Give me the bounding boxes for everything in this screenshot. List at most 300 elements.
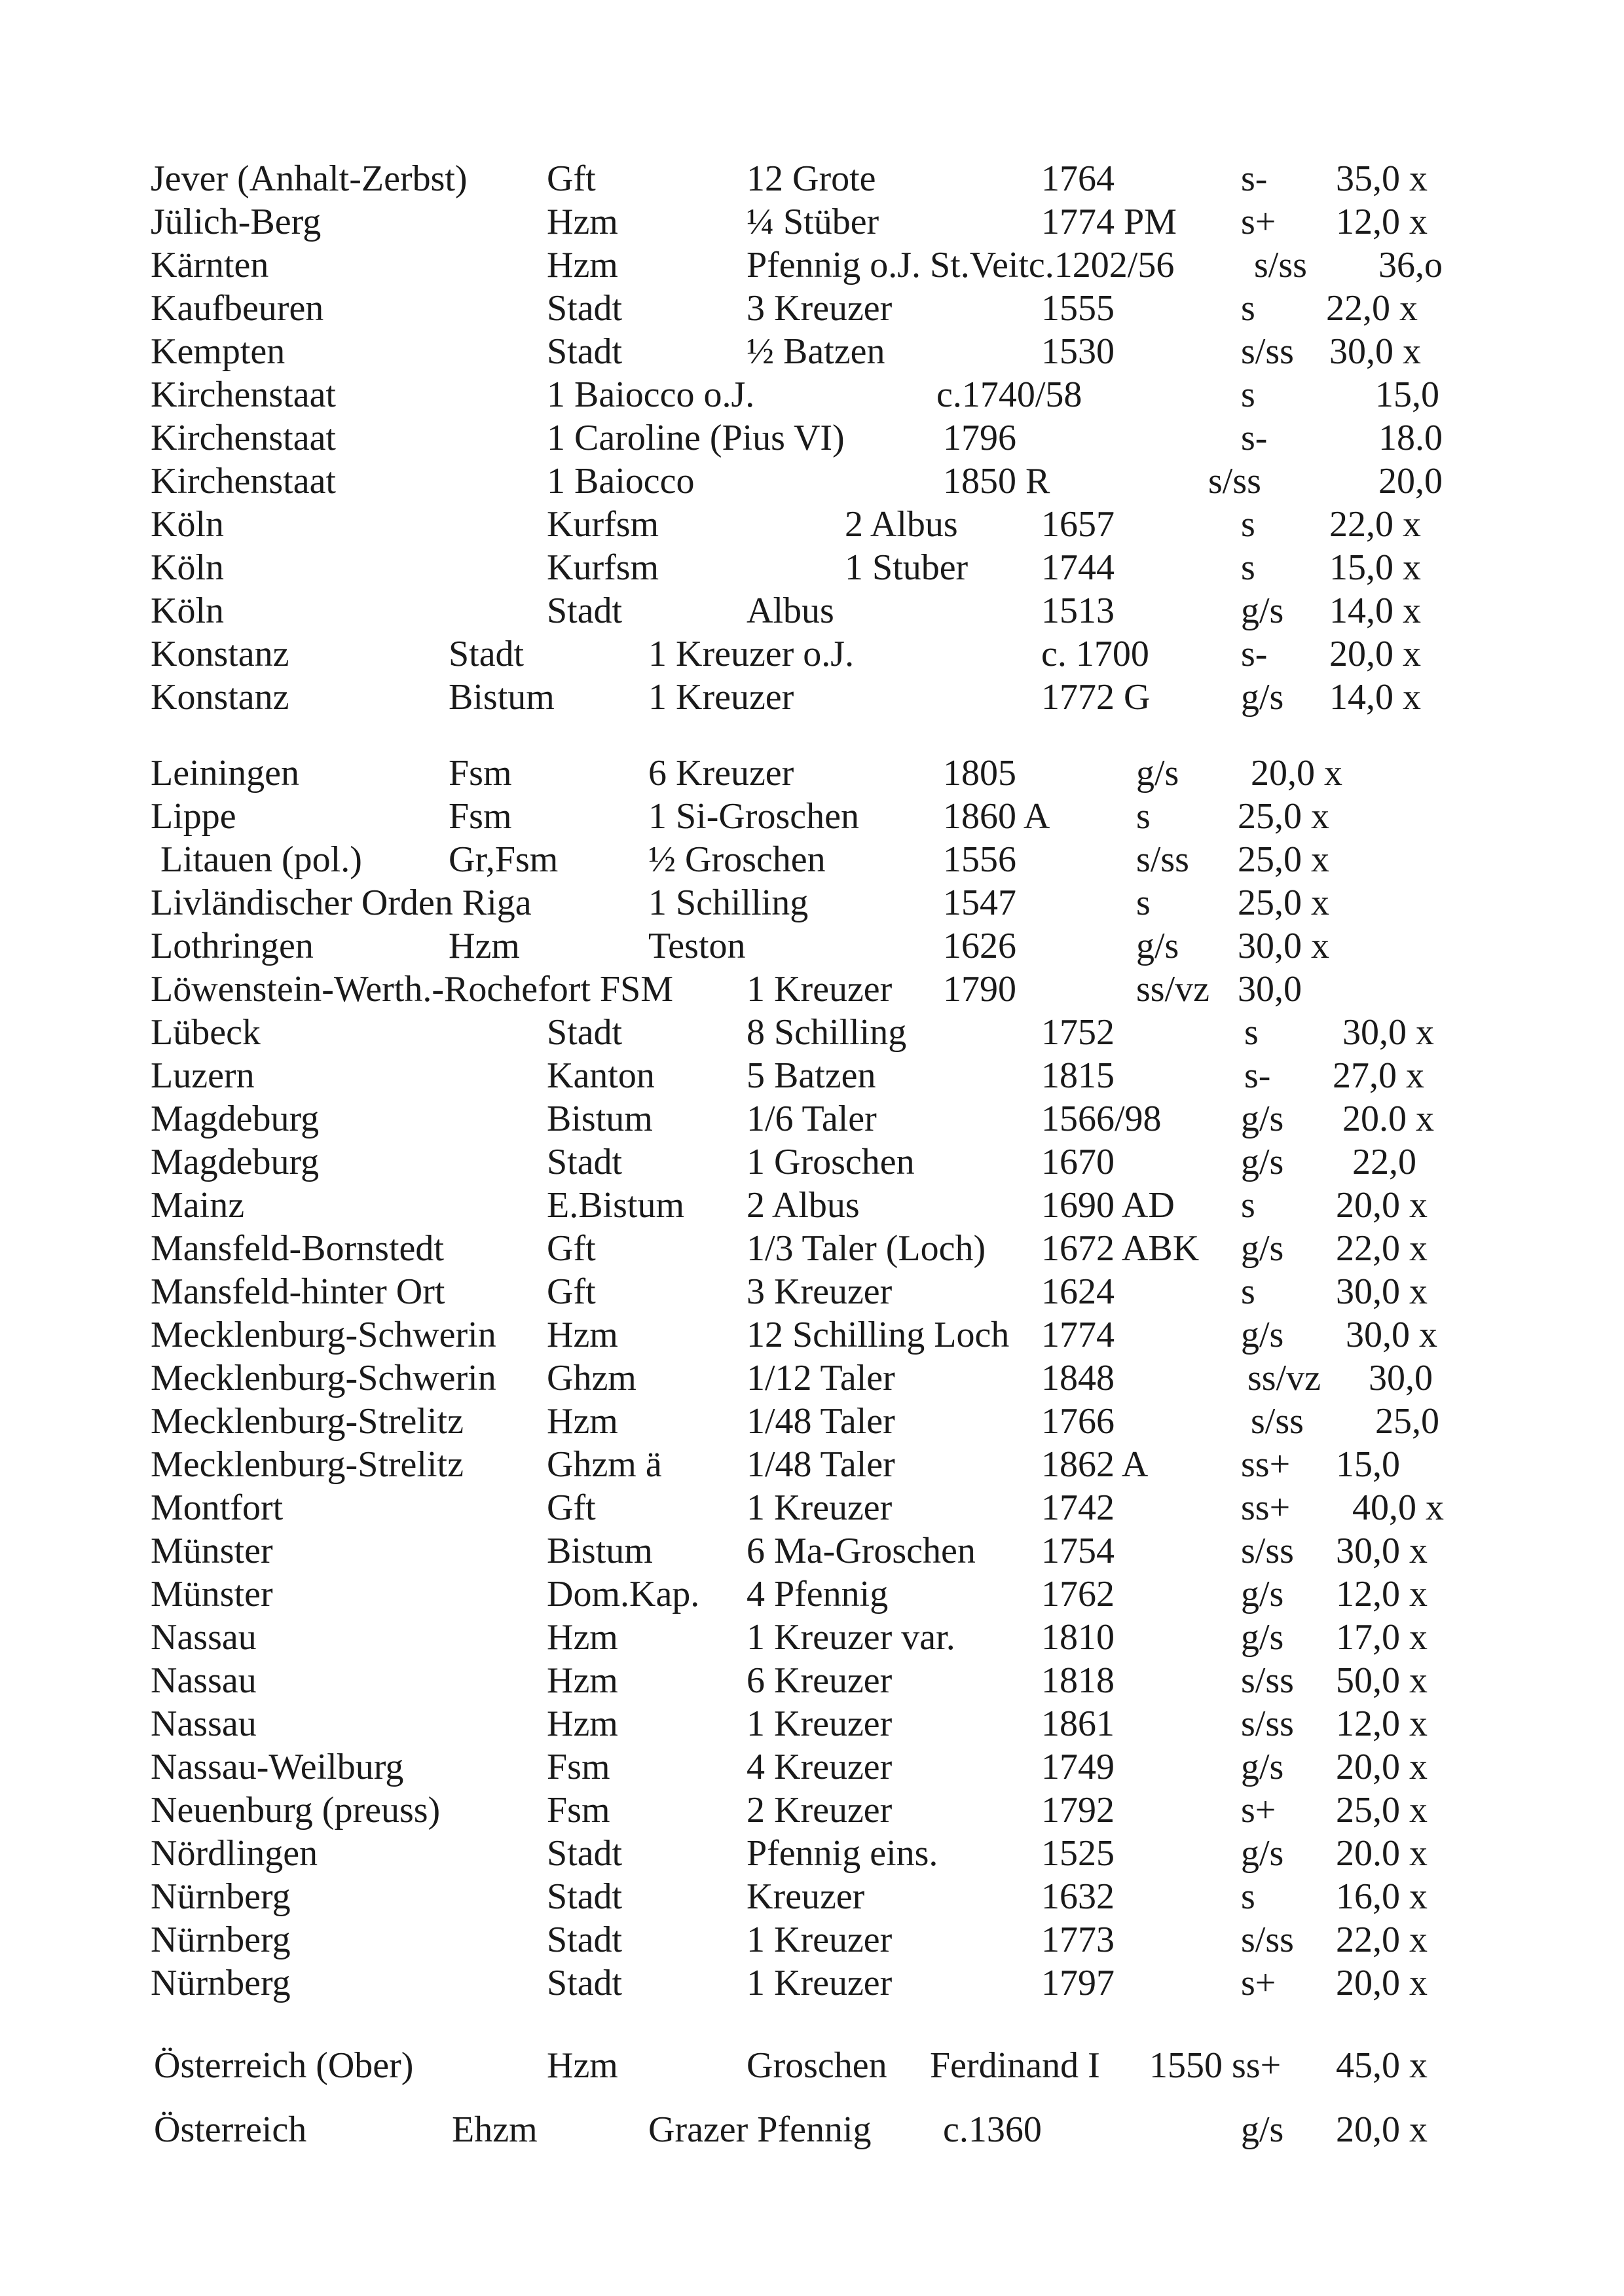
denomination-cell: ½ Groschen	[648, 839, 826, 880]
type-cell: Stadt	[449, 634, 525, 674]
year-cell: 1796	[943, 418, 1016, 458]
region-cell: Löwenstein-Werth.-Rochefort FSM	[151, 969, 673, 1010]
region-cell: Nassau	[151, 1704, 257, 1744]
region-cell: Kaufbeuren	[151, 288, 324, 329]
denomination-cell: 1/48 Taler	[747, 1401, 895, 1442]
table-row	[0, 1400, 1624, 1443]
price-cell: 40,0 x	[1352, 1487, 1444, 1528]
price-cell: 14,0 x	[1329, 677, 1421, 718]
price-cell: 30,0 x	[1329, 331, 1421, 372]
region-cell: Köln	[151, 504, 224, 545]
table-row	[0, 287, 1624, 330]
region-cell: Konstanz	[151, 634, 289, 674]
table-row	[0, 200, 1624, 244]
region-cell: Nassau	[151, 1617, 257, 1658]
region-cell: Köln	[151, 547, 224, 588]
denomination-cell: 1 Groschen	[747, 1142, 915, 1182]
type-cell: Stadt	[547, 1963, 623, 2003]
region-cell: Magdeburg	[151, 1099, 320, 1139]
grade-cell: ss/vz	[1247, 1358, 1321, 1398]
type-cell: Stadt	[547, 1876, 623, 1917]
type-cell: Gft	[547, 1271, 596, 1312]
year-cell: 1525	[1041, 1833, 1115, 1874]
price-cell: 20.0 x	[1342, 1099, 1434, 1139]
table-row	[0, 752, 1624, 795]
grade-cell: s-	[1241, 418, 1268, 458]
year-cell: 1566/98	[1041, 1099, 1162, 1139]
price-cell: 22,0 x	[1326, 288, 1418, 329]
type-cell: Fsm	[449, 796, 512, 837]
grade-cell: ss+	[1241, 1444, 1291, 1485]
region-cell: Jülich-Berg	[151, 202, 322, 242]
table-row	[0, 795, 1624, 838]
type-cell: Ghzm	[547, 1358, 637, 1398]
region-cell: Mecklenburg-Schwerin	[151, 1358, 496, 1398]
denomination-cell: 1 Kreuzer	[747, 1704, 893, 1744]
year-cell: 1766	[1041, 1401, 1115, 1442]
year-cell: 1530	[1041, 331, 1115, 372]
table-row	[0, 416, 1624, 460]
denomination-cell: 8 Schilling	[747, 1012, 907, 1053]
table-row	[0, 1486, 1624, 1529]
denomination-cell: 1 Kreuzer	[747, 1963, 893, 2003]
price-cell: 25,0	[1375, 1401, 1439, 1442]
type-cell: Stadt	[547, 1142, 623, 1182]
denomination-cell: 1 Kreuzer	[747, 1487, 893, 1528]
table-row	[0, 1313, 1624, 1357]
grade-cell: g/s	[1241, 1833, 1284, 1874]
year-cell: 1547	[943, 883, 1016, 923]
region-cell: Nürnberg	[151, 1920, 291, 1960]
region-cell: Livländischer Orden Riga	[151, 883, 532, 923]
type-cell: 1 Baiocco	[547, 461, 695, 501]
denomination-cell: 1/48 Taler	[747, 1444, 895, 1485]
table-row	[0, 881, 1624, 924]
denomination-cell: 4 Pfennig	[747, 1574, 889, 1614]
denomination-cell: Grazer Pfennig	[648, 2109, 872, 2150]
price-cell: 25,0 x	[1336, 1790, 1428, 1831]
price-cell: 16,0 x	[1336, 1876, 1428, 1917]
type-cell: Ehzm	[452, 2109, 538, 2150]
type-cell: Bistum	[449, 677, 555, 718]
year-cell: 1810	[1041, 1617, 1115, 1658]
type-cell: Stadt	[547, 1833, 623, 1874]
price-cell: 22,0 x	[1329, 504, 1421, 545]
table-row	[0, 460, 1624, 503]
region-cell: Österreich (Ober)	[154, 2045, 414, 2086]
denomination-cell: 1 Si-Groschen	[648, 796, 859, 837]
table-row	[0, 1573, 1624, 1616]
denomination-cell: 6 Kreuzer	[747, 1660, 893, 1701]
type-cell: Stadt	[547, 591, 623, 631]
year-cell: 1790	[943, 969, 1016, 1010]
region-cell: Lothringen	[151, 926, 314, 966]
price-cell: 22,0 x	[1336, 1228, 1428, 1269]
price-cell: 30,0 x	[1336, 1531, 1428, 1571]
table-row	[0, 1227, 1624, 1270]
year-cell: c. 1700	[1041, 634, 1149, 674]
grade-cell: g/s	[1241, 2109, 1284, 2150]
denomination-cell: 1 Stuber	[845, 547, 969, 588]
year-cell: 1556	[943, 839, 1016, 880]
type-cell: Hzm	[547, 1660, 618, 1701]
denomination-cell: 2 Kreuzer	[747, 1790, 893, 1831]
price-cell: 20,0 x	[1336, 2109, 1428, 2150]
grade-cell: s	[1241, 288, 1255, 329]
region-cell: Münster	[151, 1531, 273, 1571]
table-row	[0, 1443, 1624, 1486]
region-cell: Mecklenburg-Strelitz	[151, 1444, 464, 1485]
price-cell: 50,0 x	[1336, 1660, 1428, 1701]
price-cell: 22,0 x	[1336, 1920, 1428, 1960]
price-cell: 36,o	[1378, 245, 1443, 285]
price-cell: 30,0	[1369, 1358, 1433, 1398]
denomination-cell: 1 Kreuzer	[747, 1920, 893, 1960]
region-cell: Mansfeld-hinter Ort	[151, 1271, 445, 1312]
denomination-cell: Groschen	[747, 2045, 887, 2086]
year-cell: 1860 A	[943, 796, 1050, 837]
table-row	[0, 244, 1624, 287]
denomination-cell: 4 Kreuzer	[747, 1747, 893, 1787]
type-cell: Kanton	[547, 1055, 655, 1096]
table-row	[0, 1789, 1624, 1832]
grade-cell: s/ss	[1241, 331, 1294, 372]
year-cell: 1690 AD	[1041, 1185, 1175, 1226]
table-row	[0, 676, 1624, 719]
grade-cell: g/s	[1241, 591, 1284, 631]
price-cell: 30,0 x	[1346, 1315, 1437, 1355]
table-row	[0, 1832, 1624, 1875]
table-row	[0, 1616, 1624, 1659]
type-cell: Gft	[547, 1228, 596, 1269]
year-cell: 1624	[1041, 1271, 1115, 1312]
region-cell: Lippe	[151, 796, 236, 837]
year-grade-cell: 1550 ss+	[1149, 2045, 1282, 2086]
type-cell: Bistum	[547, 1531, 653, 1571]
price-cell: 35,0 x	[1336, 158, 1428, 199]
year-cell: 1815	[1041, 1055, 1115, 1096]
region-cell: Litauen (pol.)	[160, 839, 362, 880]
denomination-cell: 1 Kreuzer	[648, 677, 794, 718]
denomination-cell: 5 Batzen	[747, 1055, 876, 1096]
type-cell: 1 Caroline (Pius VI)	[547, 418, 845, 458]
grade-cell: g/s	[1136, 753, 1179, 793]
grade-cell: s	[1241, 1185, 1255, 1226]
type-cell: Kurfsm	[547, 504, 659, 545]
price-cell: 30,0 x	[1336, 1271, 1428, 1312]
price-cell: 20.0 x	[1336, 1833, 1428, 1874]
grade-cell: s/ss	[1241, 1920, 1294, 1960]
region-cell: Münster	[151, 1574, 273, 1614]
price-cell: 12,0 x	[1336, 1574, 1428, 1614]
grade-cell: s/ss	[1251, 1401, 1304, 1442]
table-row	[0, 1270, 1624, 1313]
year-cell: 1749	[1041, 1747, 1115, 1787]
region-cell: Luzern	[151, 1055, 255, 1096]
year-cell: 1773	[1041, 1920, 1115, 1960]
type-cell: Hzm	[547, 1704, 618, 1744]
region-cell: Konstanz	[151, 677, 289, 718]
region-cell: Köln	[151, 591, 224, 631]
denomination-cell: 6 Ma-Groschen	[747, 1531, 976, 1571]
region-cell: Mansfeld-Bornstedt	[151, 1228, 444, 1269]
grade-cell: s	[1136, 796, 1151, 837]
region-cell: Neuenburg (preuss)	[151, 1790, 441, 1831]
grade-cell: s-	[1244, 1055, 1271, 1096]
grade-cell: g/s	[1241, 677, 1284, 718]
year-cell: c.1740/58	[936, 374, 1082, 415]
year-cell: 1657	[1041, 504, 1115, 545]
grade-cell: s+	[1241, 202, 1276, 242]
year-cell: 1862 A	[1041, 1444, 1149, 1485]
type-cell: Bistum	[547, 1099, 653, 1139]
region-cell: Kirchenstaat	[151, 374, 336, 415]
type-cell: Hzm	[547, 1401, 618, 1442]
type-cell: Stadt	[547, 1920, 623, 1960]
region-cell: Österreich	[154, 2109, 307, 2150]
grade-cell: g/s	[1241, 1617, 1284, 1658]
type-cell: Ghzm ä	[547, 1444, 662, 1485]
type-cell: Kurfsm	[547, 547, 659, 588]
table-row	[0, 330, 1624, 373]
year-cell: 1850 R	[943, 461, 1050, 501]
table-row	[0, 373, 1624, 416]
type-cell: E.Bistum	[547, 1185, 685, 1226]
table-row	[0, 924, 1624, 968]
type-cell: Fsm	[449, 753, 512, 793]
denomination-cell: Kreuzer	[747, 1876, 865, 1917]
year-cell: 1764	[1041, 158, 1115, 199]
denomination-cell: 1 Kreuzer o.J.	[648, 634, 855, 674]
price-cell: 25,0 x	[1238, 796, 1329, 837]
denomination-cell: 1 Schilling	[648, 883, 809, 923]
grade-cell: s	[1244, 1012, 1259, 1053]
grade-cell: s/ss	[1254, 245, 1307, 285]
table-row	[0, 503, 1624, 546]
type-cell: Gft	[547, 1487, 596, 1528]
grade-cell: ss+	[1241, 1487, 1291, 1528]
table-row	[0, 589, 1624, 632]
year-cell: 1632	[1041, 1876, 1115, 1917]
region-cell: Nördlingen	[151, 1833, 318, 1874]
year-cell: 1774	[1041, 1315, 1115, 1355]
grade-cell: s	[1241, 1271, 1255, 1312]
year-cell: 1670	[1041, 1142, 1115, 1182]
year-cell: 1774 PM	[1041, 202, 1177, 242]
price-cell: 27,0 x	[1333, 1055, 1424, 1096]
table-row	[0, 1961, 1624, 2005]
grade-cell: g/s	[1241, 1315, 1284, 1355]
year-cell: 1797	[1041, 1963, 1115, 2003]
grade-cell: g/s	[1241, 1747, 1284, 1787]
region-cell: Nassau	[151, 1660, 257, 1701]
grade-cell: s	[1241, 374, 1255, 415]
price-cell: 20,0 x	[1336, 1185, 1428, 1226]
denomination-cell: ¼ Stüber	[747, 202, 879, 242]
grade-cell: ss/vz	[1136, 969, 1209, 1010]
grade-cell: g/s	[1241, 1142, 1284, 1182]
type-cell: Stadt	[547, 288, 623, 329]
table-row	[0, 632, 1624, 676]
year-cell: 1752	[1041, 1012, 1115, 1053]
region-cell: Kirchenstaat	[151, 418, 336, 458]
type-cell: Hzm	[547, 1315, 618, 1355]
year-cell: 1555	[1041, 288, 1115, 329]
type-cell: Hzm	[547, 2045, 618, 2086]
table-row	[0, 1659, 1624, 1702]
table-row	[0, 1702, 1624, 1745]
price-cell: 14,0 x	[1329, 591, 1421, 631]
denomination-cell: 1/3 Taler (Loch)	[747, 1228, 986, 1269]
grade-cell: s	[1241, 504, 1255, 545]
price-cell: 15,0 x	[1329, 547, 1421, 588]
type-cell: 1 Baiocco o.J.	[547, 374, 755, 415]
price-cell: 18.0	[1378, 418, 1443, 458]
table-row	[0, 2044, 1624, 2087]
grade-cell: s-	[1241, 634, 1268, 674]
price-cell: 17,0 x	[1336, 1617, 1428, 1658]
type-cell: Dom.Kap.	[547, 1574, 700, 1614]
table-row	[0, 1011, 1624, 1054]
grade-cell: g/s	[1241, 1099, 1284, 1139]
price-cell: 20,0 x	[1329, 634, 1421, 674]
type-cell: Hzm	[547, 202, 618, 242]
price-cell: 45,0 x	[1336, 2045, 1428, 2086]
grade-cell: s/ss	[1208, 461, 1261, 501]
denomination-cell: 1 Kreuzer var.	[747, 1617, 955, 1658]
denomination-cell: 2 Albus	[747, 1185, 860, 1226]
table-row	[0, 1875, 1624, 1918]
denomination-cell: 3 Kreuzer	[747, 1271, 893, 1312]
price-cell: 15,0	[1336, 1444, 1400, 1485]
region-cell: Lübeck	[151, 1012, 261, 1053]
denomination-cell: Pfennig eins.	[747, 1833, 938, 1874]
table-row	[0, 157, 1624, 200]
table-row	[0, 838, 1624, 881]
ruler-cell: Ferdinand I	[930, 2045, 1100, 2086]
table-row	[0, 1184, 1624, 1227]
region-cell: Mainz	[151, 1185, 245, 1226]
grade-cell: s	[1241, 547, 1255, 588]
grade-cell: s/ss	[1241, 1660, 1294, 1701]
type-cell: Fsm	[547, 1790, 610, 1831]
table-row	[0, 2108, 1624, 2151]
denomination-cell: Albus	[747, 591, 834, 631]
table-row	[0, 1097, 1624, 1140]
price-cell: 20,0 x	[1336, 1963, 1428, 2003]
table-row	[0, 1140, 1624, 1184]
table-row	[0, 1529, 1624, 1573]
region-cell: Kirchenstaat	[151, 461, 336, 501]
type-cell: Hzm	[547, 1617, 618, 1658]
denomination-cell: 3 Kreuzer	[747, 288, 893, 329]
year-cell: c.1360	[943, 2109, 1042, 2150]
denomination-cell: 12 Schilling Loch	[747, 1315, 1010, 1355]
grade-cell: g/s	[1241, 1228, 1284, 1269]
grade-cell: s-	[1241, 158, 1268, 199]
region-cell: Mecklenburg-Schwerin	[151, 1315, 496, 1355]
year-cell: 1818	[1041, 1660, 1115, 1701]
grade-cell: s/ss	[1241, 1704, 1294, 1744]
denomination-cell: Pfennig o.J. St.Veitc.1202/56	[747, 245, 1175, 285]
price-cell: 30,0 x	[1342, 1012, 1434, 1053]
year-cell: 1792	[1041, 1790, 1115, 1831]
region-cell: Montfort	[151, 1487, 284, 1528]
region-cell: Leiningen	[151, 753, 300, 793]
price-cell: 30,0 x	[1238, 926, 1329, 966]
denomination-cell: ½ Batzen	[747, 331, 885, 372]
year-cell: 1805	[943, 753, 1016, 793]
year-cell: 1742	[1041, 1487, 1115, 1528]
year-cell: 1754	[1041, 1531, 1115, 1571]
table-row	[0, 968, 1624, 1011]
price-cell: 15,0	[1375, 374, 1439, 415]
table-row	[0, 1357, 1624, 1400]
denomination-cell: 1/6 Taler	[747, 1099, 877, 1139]
region-cell: Kempten	[151, 331, 286, 372]
type-cell: Stadt	[547, 331, 623, 372]
price-cell: 30,0	[1238, 969, 1302, 1010]
year-cell: 1848	[1041, 1358, 1115, 1398]
grade-cell: s+	[1241, 1963, 1276, 2003]
table-row	[0, 1054, 1624, 1097]
denomination-cell: 6 Kreuzer	[648, 753, 794, 793]
type-cell: Fsm	[547, 1747, 610, 1787]
price-cell: 12,0 x	[1336, 1704, 1428, 1744]
region-cell: Nassau-Weilburg	[151, 1747, 404, 1787]
price-cell: 20,0 x	[1336, 1747, 1428, 1787]
table-row	[0, 1745, 1624, 1789]
denomination-cell: Teston	[648, 926, 746, 966]
year-cell: 1772 G	[1041, 677, 1151, 718]
year-cell: 1672 ABK	[1041, 1228, 1200, 1269]
grade-cell: g/s	[1241, 1574, 1284, 1614]
region-cell: Mecklenburg-Strelitz	[151, 1401, 464, 1442]
table-row	[0, 1918, 1624, 1961]
type-cell: Gft	[547, 158, 596, 199]
region-cell: Magdeburg	[151, 1142, 320, 1182]
table-row	[0, 546, 1624, 589]
type-cell: Hzm	[449, 926, 520, 966]
type-cell: Stadt	[547, 1012, 623, 1053]
year-cell: 1744	[1041, 547, 1115, 588]
denomination-cell: 2 Albus	[845, 504, 958, 545]
type-cell: Gr,Fsm	[449, 839, 559, 880]
grade-cell: s	[1136, 883, 1151, 923]
price-cell: 20,0 x	[1251, 753, 1342, 793]
grade-cell: g/s	[1136, 926, 1179, 966]
price-cell: 12,0 x	[1336, 202, 1428, 242]
grade-cell: s+	[1241, 1790, 1276, 1831]
year-cell: 1626	[943, 926, 1016, 966]
type-cell: Hzm	[547, 245, 618, 285]
grade-cell: s/ss	[1136, 839, 1189, 880]
region-cell: Jever (Anhalt-Zerbst)	[151, 158, 468, 199]
region-cell: Kärnten	[151, 245, 269, 285]
year-cell: 1513	[1041, 591, 1115, 631]
price-cell: 22,0	[1352, 1142, 1416, 1182]
denomination-cell: 12 Grote	[747, 158, 876, 199]
grade-cell: s	[1241, 1876, 1255, 1917]
denomination-cell: 1/12 Taler	[747, 1358, 895, 1398]
grade-cell: s/ss	[1241, 1531, 1294, 1571]
price-cell: 25,0 x	[1238, 839, 1329, 880]
region-cell: Nürnberg	[151, 1876, 291, 1917]
year-cell: 1762	[1041, 1574, 1115, 1614]
price-cell: 25,0 x	[1238, 883, 1329, 923]
price-cell: 20,0	[1378, 461, 1443, 501]
year-cell: 1861	[1041, 1704, 1115, 1744]
